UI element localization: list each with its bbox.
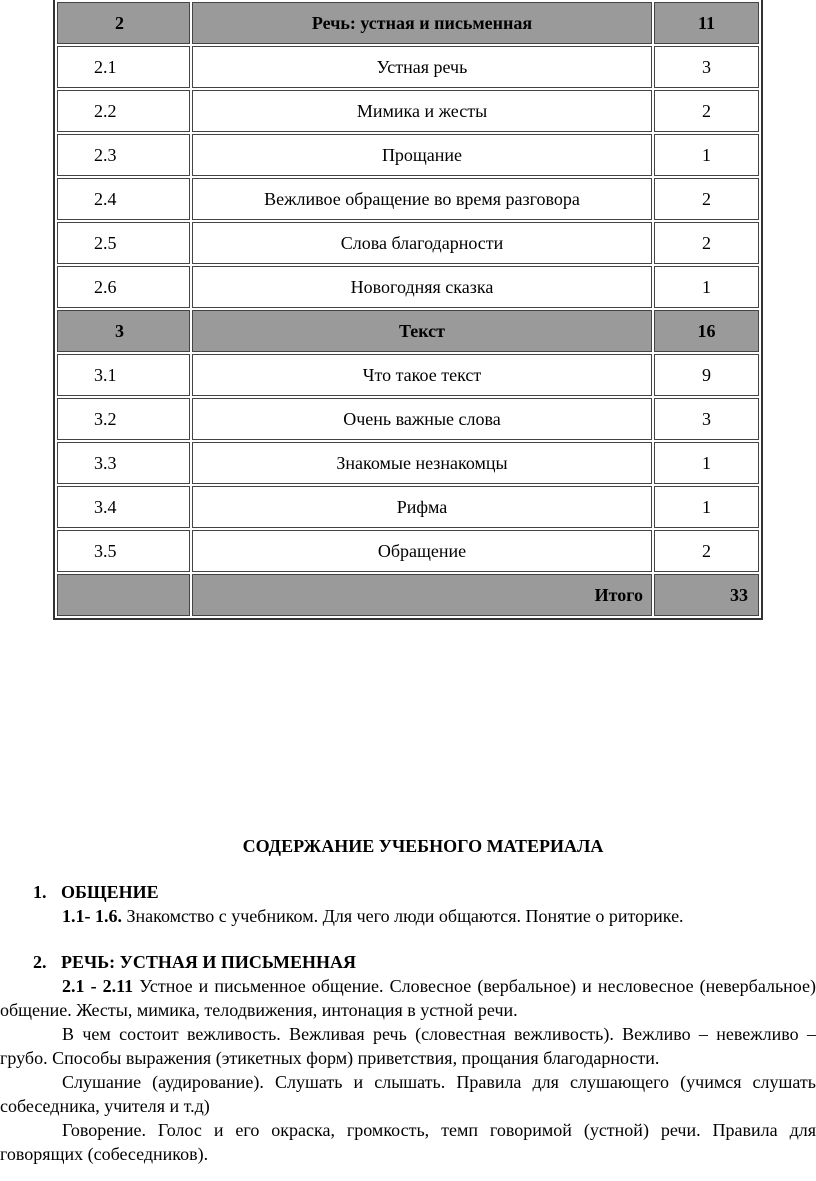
table-row — [57, 398, 759, 440]
section-1-title: ОБЩЕНИЕ — [61, 882, 159, 902]
row-number: 2.6 — [57, 266, 190, 308]
table-row — [57, 486, 759, 528]
row-title: Текст — [192, 310, 652, 352]
section-2-heading — [0, 950, 816, 974]
row-hours: 9 — [654, 354, 759, 396]
section-1-number: 1. — [33, 882, 47, 902]
plan-table — [55, 0, 761, 618]
row-hours: 3 — [654, 46, 759, 88]
section-2-number: 2. — [33, 952, 47, 972]
table-row — [57, 90, 759, 132]
row-hours: 2 — [654, 178, 759, 220]
row-hours: 2 — [654, 530, 759, 572]
row-title: Новогодняя сказка — [192, 266, 652, 308]
content-section — [0, 834, 816, 1166]
table-row — [57, 442, 759, 484]
row-title: Слова благодарности — [192, 222, 652, 264]
total-num-cell — [57, 574, 190, 616]
row-title: Знакомые незнакомцы — [192, 442, 652, 484]
section-2-text-1: Устное и письменное общение. Словесное (вербальное) и несловесное (невербальное) общение. Жесты, мимика, телодвижения, интонация в устной речи. — [0, 976, 816, 1020]
row-number: 3.4 — [57, 486, 190, 528]
plan-table-frame — [53, 0, 763, 620]
row-number: 3.1 — [57, 354, 190, 396]
section-2-paragraph-2: В чем состоит вежливость. Вежливая речь (словестная вежливость). Вежливо – невежливо – грубо. Способы выражения (этикетных форм) приветствия, прощания благодарности. — [0, 1024, 816, 1068]
row-number: 3.5 — [57, 530, 190, 572]
row-hours: 1 — [654, 134, 759, 176]
table-section-row — [57, 2, 759, 44]
row-number: 3 — [57, 310, 190, 352]
row-number: 2.1 — [57, 46, 190, 88]
row-number: 2.4 — [57, 178, 190, 220]
section-2-paragraph-1 — [0, 974, 816, 1022]
row-title: Устная речь — [192, 46, 652, 88]
row-title: Прощание — [192, 134, 652, 176]
row-title: Вежливое обращение во время разговора — [192, 178, 652, 220]
table-row — [57, 354, 759, 396]
row-number: 2.3 — [57, 134, 190, 176]
row-title: Речь: устная и письменная — [192, 2, 652, 44]
content-heading: СОДЕРЖАНИЕ УЧЕБНОГО МАТЕРИАЛА — [242, 836, 604, 856]
row-title: Мимика и жесты — [192, 90, 652, 132]
row-number: 3.2 — [57, 398, 190, 440]
row-title: Рифма — [192, 486, 652, 528]
total-hours: 33 — [654, 574, 759, 616]
section-1-text: Знакомство с учебником. Для чего люди общаются. Понятие о риторике. — [122, 906, 684, 926]
row-hours: 1 — [654, 266, 759, 308]
row-title: Что такое текст — [192, 354, 652, 396]
table-row — [57, 266, 759, 308]
row-number: 3.3 — [57, 442, 190, 484]
table-row — [57, 46, 759, 88]
section-2-title: РЕЧЬ: УСТНАЯ И ПИСЬМЕННАЯ — [61, 952, 356, 972]
table-row — [57, 530, 759, 572]
row-number: 2 — [57, 2, 190, 44]
row-hours: 2 — [654, 90, 759, 132]
section-2-paragraph-4: Говорение. Голос и его окраска, громкость, темп говоримой (устной) речи. Правила для говорящих (собеседников). — [0, 1120, 816, 1164]
table-section-row — [57, 310, 759, 352]
section-2-range: 2.1 - 2.11 — [62, 976, 134, 996]
row-hours: 3 — [654, 398, 759, 440]
row-hours: 1 — [654, 486, 759, 528]
row-hours: 16 — [654, 310, 759, 352]
total-label: Итого — [192, 574, 652, 616]
row-hours: 2 — [654, 222, 759, 264]
row-hours: 11 — [654, 2, 759, 44]
table-row — [57, 222, 759, 264]
section-1-range: 1.1- 1.6. — [62, 906, 122, 926]
row-hours: 1 — [654, 442, 759, 484]
total-row — [57, 574, 759, 616]
section-1-heading — [0, 880, 816, 904]
row-title: Обращение — [192, 530, 652, 572]
table-row — [57, 178, 759, 220]
row-title: Очень важные слова — [192, 398, 652, 440]
row-number: 2.2 — [57, 90, 190, 132]
section-2-paragraph-3: Слушание (аудирование). Слушать и слышать. Правила для слушающего (учимся слушать собеседника, учителя и т.д) — [0, 1072, 816, 1116]
section-1-paragraph — [0, 904, 816, 928]
row-number: 2.5 — [57, 222, 190, 264]
table-row — [57, 134, 759, 176]
